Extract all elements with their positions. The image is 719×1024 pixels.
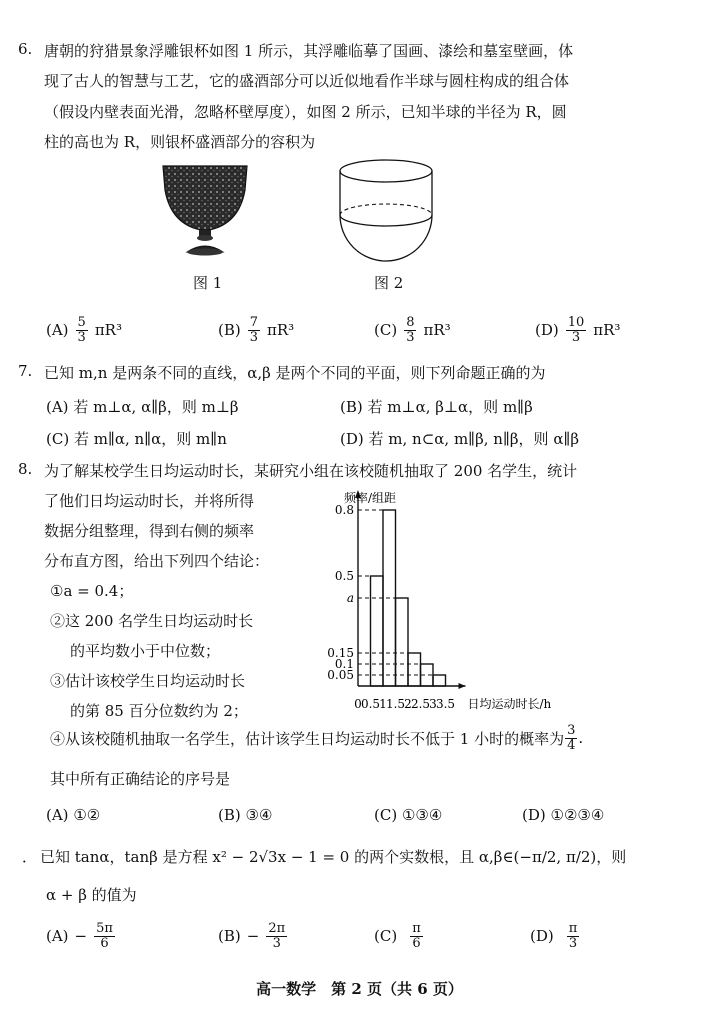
conclusion-4-text: ④从该校随机抽取一名学生，估计该学生日均运动时长不低于 1 小时的概率为	[50, 729, 565, 748]
q6-line-3: （假设内壁表面光滑，忽略杯壁厚度），如图 2 所示，已知半球的半径为 R，圆	[44, 103, 567, 121]
q8-conclusion-3b: 的第 85 百分位数约为 2；	[70, 702, 248, 720]
period: .	[578, 729, 584, 748]
q8-option-d[interactable]	[522, 806, 604, 824]
q8-ask: 其中所有正确结论的序号是	[50, 770, 231, 788]
q8-number: 8.	[18, 460, 33, 478]
x-tick-label: 3	[429, 697, 437, 711]
numerator: π	[412, 921, 421, 936]
option-tag: (C)	[374, 927, 398, 946]
y-tick-label: 0.15	[327, 646, 354, 660]
histogram-labels	[327, 490, 551, 711]
q8-conclusion-4	[50, 724, 583, 752]
denominator: 4	[567, 737, 576, 753]
y-tick-label: a	[346, 591, 354, 605]
x-tick-label: 2	[404, 697, 412, 711]
denominator: 6	[412, 935, 421, 951]
q9-option-b[interactable]	[218, 922, 288, 950]
q8-line-4: 分布直方图，给出下列四个结论：	[44, 552, 270, 570]
option-tag: (A)	[46, 398, 69, 416]
q7-number: 7.	[18, 362, 33, 380]
option-text: 若 m⊥α, α∥β，则 m⊥β	[73, 398, 239, 416]
figure-2-hemisphere-cylinder	[330, 155, 442, 267]
option-tail: πR³	[423, 321, 451, 340]
x-axis-arrow	[459, 683, 466, 689]
y-tick-label: 0.1	[334, 657, 354, 671]
y-axis-label: 频率/组距	[343, 491, 397, 505]
q7-option-a[interactable]	[46, 396, 239, 417]
q8-option-b[interactable]	[218, 806, 272, 824]
numerator: 2π	[268, 921, 286, 936]
q6-option-a[interactable]	[46, 316, 122, 344]
frequency-histogram	[296, 486, 716, 716]
denominator: 3	[249, 329, 259, 345]
q8-line-1: 为了解某校学生日均运动时长，某研究小组在该校随机抽取了 200 名学生，统计	[44, 462, 578, 480]
sign: −	[246, 927, 260, 946]
denominator: 3	[568, 935, 578, 951]
q6-option-c[interactable]	[374, 316, 451, 344]
q8-line-2: 了他们日均运动时长，并将所得	[44, 492, 255, 510]
q9-line-1: 已知 tanα，tanβ 是方程 x² − 2√3x − 1 = 0 的两个实数根，且 α,β∈(−π/2, π/2)，则	[40, 848, 627, 866]
q9-option-a[interactable]	[46, 922, 116, 950]
y-tick-label: 0.5	[334, 569, 354, 583]
option-text: 若 m⊥α, β⊥α，则 m∥β	[367, 398, 533, 416]
option-tag: (C)	[374, 806, 398, 824]
x-tick-label: 0	[354, 697, 362, 711]
denominator: 3	[77, 329, 86, 345]
q7-stem: 已知 m,n 是两条不同的直线，α,β 是两个不同的平面，则下列命题正确的为	[44, 364, 546, 382]
q6-line-2: 现了古人的智慧与工艺，它的盛酒部分可以近似地看作半球与圆柱构成的组合体	[44, 72, 570, 90]
option-text: ③④	[245, 806, 273, 824]
option-tag: (A)	[46, 927, 69, 946]
option-tag: (B)	[340, 398, 363, 416]
fraction	[266, 922, 287, 950]
x-axis-label: 日均运动时长/h	[467, 697, 552, 711]
y-tick-label: 0.8	[334, 503, 354, 517]
option-tag: (A)	[46, 321, 69, 340]
page-footer: 高一数学 第 2 页（共 6 页）	[256, 980, 463, 998]
option-tail: πR³	[267, 321, 295, 340]
option-tag: (B)	[218, 321, 241, 340]
y-tick-label: 0.05	[327, 668, 354, 682]
option-text: 若 m∥α, n∥α，则 m∥n	[73, 430, 227, 448]
fraction	[566, 316, 587, 344]
q6-option-d[interactable]	[535, 316, 620, 344]
fraction	[94, 922, 115, 950]
bar-3	[408, 653, 421, 686]
histogram-axes	[355, 490, 466, 689]
figure-2-caption: 图 2	[374, 274, 404, 292]
denominator: 3	[571, 329, 581, 345]
q6-line-1: 唐朝的狩猎景象浮雕银杯如图 1 所示，其浮雕临摹了国画、漆绘和墓室壁画，体	[44, 42, 574, 60]
fraction	[248, 316, 260, 344]
x-tick-label: 1.5	[385, 697, 406, 711]
q7-option-d[interactable]	[340, 428, 579, 449]
fraction	[565, 724, 577, 752]
q6-line-4: 柱的高也为 R，则银杯盛酒部分的容积为	[44, 133, 316, 151]
x-tick-label: 3.5	[435, 697, 456, 711]
numerator: 8	[406, 315, 415, 330]
fraction	[410, 922, 423, 950]
q8-option-c[interactable]	[374, 806, 442, 824]
figure-1-caption: 图 1	[193, 274, 223, 292]
option-tag: (D)	[522, 806, 546, 824]
q6-number: 6.	[18, 40, 33, 58]
fraction	[567, 922, 580, 950]
option-text: 若 m, n⊂α, m∥β, n∥β，则 α∥β	[368, 430, 580, 448]
fraction	[404, 316, 416, 344]
denominator: 6	[100, 935, 109, 951]
q9-option-d[interactable]	[530, 922, 580, 950]
option-text: ①③④	[401, 806, 443, 824]
option-text: ①②③④	[550, 806, 605, 824]
q9-option-c[interactable]	[374, 922, 424, 950]
option-tag: (D)	[530, 927, 554, 946]
sign: −	[74, 927, 88, 946]
q7-option-b[interactable]	[340, 396, 533, 417]
figure-1-silver-cup	[155, 160, 255, 260]
q8-conclusion-1: ①a = 0.4；	[50, 582, 134, 600]
bar-2	[396, 598, 409, 686]
numerator: 3	[567, 723, 576, 738]
option-tag: (C)	[46, 430, 70, 448]
option-tag: (A)	[46, 806, 69, 824]
q8-line-3: 数据分组整理，得到右侧的频率	[44, 522, 255, 540]
q6-option-b[interactable]	[218, 316, 294, 344]
q9-line-2: α + β 的值为	[46, 886, 137, 904]
bar-5	[433, 675, 446, 686]
fraction	[76, 316, 88, 344]
numerator: 10	[567, 315, 585, 330]
denominator: 3	[272, 935, 281, 951]
q8-conclusion-3a: ③估计该校学生日均运动时长	[50, 672, 246, 690]
option-tag: (D)	[535, 321, 559, 340]
denominator: 3	[406, 329, 415, 345]
q7-option-c[interactable]	[46, 428, 227, 449]
q9-number: ．	[22, 848, 38, 866]
option-tag: (C)	[374, 321, 398, 340]
q8-conclusion-2a: ②这 200 名学生日均运动时长	[50, 612, 254, 630]
x-tick-label: 2.5	[410, 697, 431, 711]
numerator: 5	[77, 315, 86, 330]
numerator: π	[568, 921, 578, 936]
option-text: ①②	[73, 806, 101, 824]
x-tick-label: 1	[379, 697, 387, 711]
option-tail: πR³	[94, 321, 122, 340]
q8-conclusion-2b: 的平均数小于中位数；	[70, 642, 221, 660]
q8-option-a[interactable]	[46, 806, 100, 824]
x-tick-label: 0.5	[360, 697, 381, 711]
option-tag: (B)	[218, 927, 241, 946]
option-tail: πR³	[593, 321, 621, 340]
option-tag: (B)	[218, 806, 241, 824]
numerator: 7	[249, 315, 259, 330]
numerator: 5π	[96, 921, 113, 936]
bar-0	[371, 576, 384, 686]
option-tag: (D)	[340, 430, 364, 448]
